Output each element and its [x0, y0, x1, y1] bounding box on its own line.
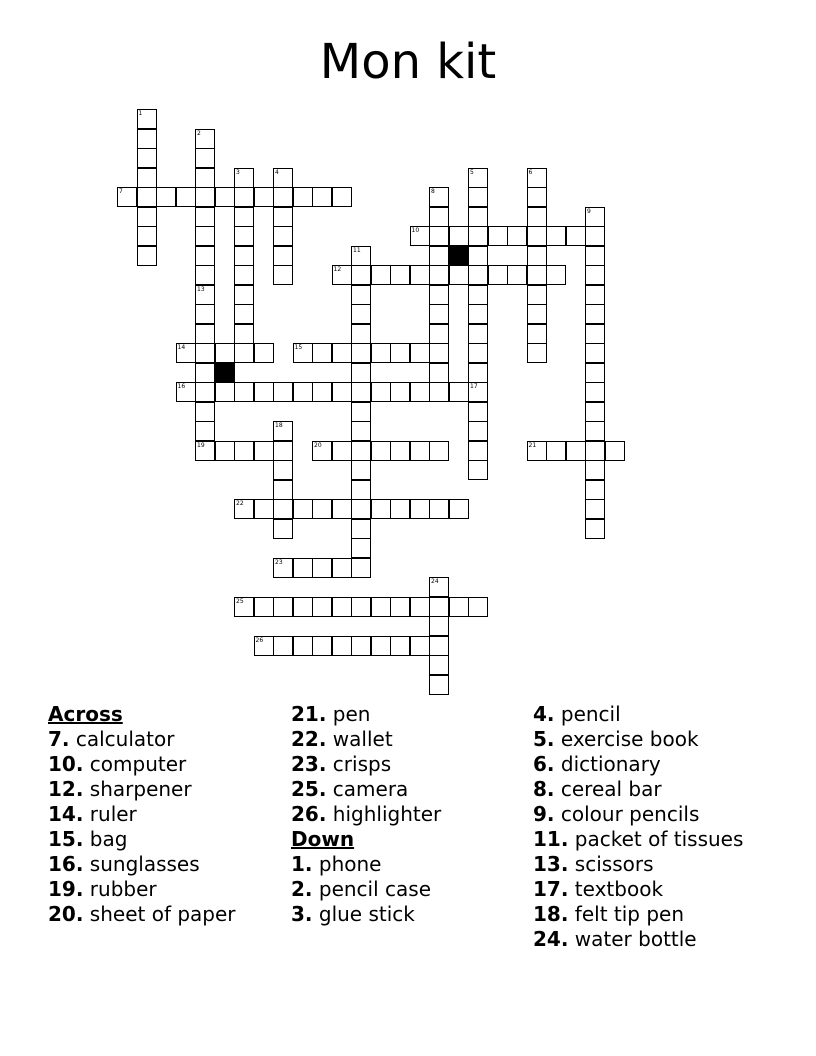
grid-cell[interactable] [234, 304, 254, 324]
grid-cell[interactable] [351, 304, 371, 324]
grid-cell[interactable] [429, 382, 449, 402]
grid-cell[interactable] [371, 382, 391, 402]
grid-cell[interactable] [429, 363, 449, 383]
grid-cell[interactable] [546, 226, 566, 246]
grid-cell[interactable] [507, 226, 527, 246]
grid-cell[interactable] [468, 207, 488, 227]
clue-across-22: 22. wallet [291, 727, 393, 751]
grid-cell[interactable] [410, 441, 430, 461]
cell-number: 5 [470, 168, 474, 176]
clue-across-25: 25. camera [291, 777, 409, 801]
grid-cell[interactable] [429, 675, 449, 695]
grid-cell[interactable] [254, 441, 274, 461]
grid-cell[interactable] [410, 343, 430, 363]
grid-cell[interactable] [468, 343, 488, 363]
grid-cell[interactable] [527, 343, 547, 363]
cell-number: 25 [236, 597, 244, 605]
grid-cell[interactable] [585, 480, 605, 500]
grid-cell[interactable] [195, 421, 215, 441]
grid-cell[interactable] [137, 148, 157, 168]
grid-cell[interactable] [273, 460, 293, 480]
grid-cell[interactable] [468, 187, 488, 207]
grid-cell[interactable] [254, 187, 274, 207]
cell-number: 12 [333, 266, 342, 273]
cell-number: 20 [314, 441, 322, 449]
grid-cell[interactable] [293, 558, 313, 578]
cell-number: 13 [197, 285, 205, 293]
clue-down-1: 1. phone [291, 852, 382, 876]
cell-number: 11 [353, 246, 361, 254]
grid-cell[interactable] [137, 226, 157, 246]
grid-cell[interactable] [195, 226, 215, 246]
grid-cell[interactable] [468, 597, 488, 617]
grid-cell[interactable] [585, 460, 605, 480]
clue-down-24: 24. water bottle [533, 927, 697, 951]
grid-cell[interactable] [566, 226, 586, 246]
grid-cell[interactable] [371, 265, 391, 285]
cell-number: 8 [431, 188, 435, 195]
grid-cell[interactable] [468, 460, 488, 480]
grid-cell[interactable] [527, 226, 547, 246]
grid-cell[interactable] [137, 168, 157, 188]
grid-cell[interactable] [449, 597, 469, 617]
grid-cell[interactable] [585, 324, 605, 344]
grid-cell[interactable] [585, 343, 605, 363]
grid-cell[interactable] [332, 558, 352, 578]
grid-cell[interactable] [468, 285, 488, 305]
clue-column-3 [533, 702, 743, 952]
grid-cell[interactable] [195, 363, 215, 383]
grid-cell[interactable] [468, 441, 488, 461]
clue-column-1 [48, 702, 236, 927]
grid-cell[interactable] [137, 246, 157, 266]
clue-down-18: 18. felt tip pen [533, 902, 685, 926]
cell-number: 14 [177, 344, 186, 351]
grid-cell[interactable] [351, 324, 371, 344]
grid-cell[interactable] [351, 265, 371, 285]
grid-cell[interactable] [195, 265, 215, 285]
grid-cell[interactable] [273, 597, 293, 617]
grid-cell[interactable] [390, 382, 410, 402]
cell-number: 16 [177, 383, 186, 390]
grid-cell[interactable] [605, 441, 625, 461]
grid-cell[interactable] [390, 265, 410, 285]
clue-column-2 [291, 702, 441, 927]
grid-cell[interactable] [293, 187, 313, 207]
grid-cell[interactable] [488, 226, 508, 246]
grid-cell[interactable] [429, 285, 449, 305]
cell-number: 18 [275, 422, 283, 429]
grid-cell[interactable] [195, 324, 215, 344]
clue-down-4: 4. pencil [533, 702, 621, 726]
grid-block [449, 246, 469, 266]
grid-cell[interactable] [351, 597, 371, 617]
grid-cell[interactable] [546, 441, 566, 461]
grid-cell[interactable] [507, 265, 527, 285]
grid-cell[interactable] [585, 285, 605, 305]
cell-number: 15 [294, 344, 303, 351]
grid-cell[interactable] [332, 499, 352, 519]
grid-cell[interactable] [195, 304, 215, 324]
grid-cell[interactable] [449, 499, 469, 519]
grid-cell[interactable] [254, 382, 274, 402]
grid-cell[interactable] [351, 363, 371, 383]
grid-cell[interactable] [254, 597, 274, 617]
grid-cell[interactable] [449, 382, 469, 402]
clue-down-17: 17. textbook [533, 877, 664, 901]
grid-cell[interactable] [273, 226, 293, 246]
cell-number: 26 [255, 636, 264, 644]
puzzle-title: Mon kit [319, 34, 497, 90]
grid-cell[interactable] [429, 616, 449, 636]
grid-cell[interactable] [351, 519, 371, 539]
grid-cell[interactable] [195, 187, 215, 207]
grid-cell[interactable] [488, 265, 508, 285]
across-heading: Across [48, 702, 123, 726]
grid-cell[interactable] [351, 441, 371, 461]
grid-cell[interactable] [468, 324, 488, 344]
grid-cell[interactable] [429, 207, 449, 227]
grid-cell[interactable] [176, 187, 196, 207]
clue-across-14: 14. ruler [48, 802, 137, 826]
grid-cell[interactable] [273, 187, 293, 207]
grid-cell[interactable] [195, 168, 215, 188]
cell-number: 10 [411, 227, 420, 234]
grid-cell[interactable] [371, 636, 391, 656]
grid-cell[interactable] [215, 187, 235, 207]
grid-cell[interactable] [312, 187, 332, 207]
grid-cell[interactable] [312, 343, 332, 363]
grid-cell[interactable] [137, 129, 157, 149]
grid-cell[interactable] [468, 246, 488, 266]
grid-cell[interactable] [429, 304, 449, 324]
grid-cell[interactable] [585, 304, 605, 324]
grid-cell[interactable] [137, 187, 157, 207]
grid-cell[interactable] [293, 382, 313, 402]
cell-number: 21 [528, 441, 537, 449]
cell-number: 19 [197, 441, 205, 449]
grid-cell[interactable] [468, 421, 488, 441]
grid-cell[interactable] [429, 246, 449, 266]
cell-number: 9 [587, 207, 591, 215]
grid-cell[interactable] [410, 382, 430, 402]
grid-cell[interactable] [312, 382, 332, 402]
grid-cell[interactable] [585, 499, 605, 519]
grid-cell[interactable] [351, 285, 371, 305]
grid-cell[interactable] [468, 402, 488, 422]
cell-number: 4 [275, 168, 279, 176]
grid-cell[interactable] [312, 558, 332, 578]
grid-cell[interactable] [234, 441, 254, 461]
grid-cell[interactable] [254, 343, 274, 363]
grid-cell[interactable] [273, 441, 293, 461]
cell-number: 2 [197, 129, 201, 137]
grid-cell[interactable] [234, 226, 254, 246]
grid-cell[interactable] [273, 265, 293, 285]
cell-number: 7 [119, 188, 123, 195]
grid-cell[interactable] [293, 597, 313, 617]
grid-cell[interactable] [585, 265, 605, 285]
grid-cell[interactable] [351, 402, 371, 422]
grid-cell[interactable] [234, 343, 254, 363]
grid-cell[interactable] [332, 382, 352, 402]
grid-cell[interactable] [195, 207, 215, 227]
clue-down-2: 2. pencil case [291, 877, 431, 901]
grid-cell[interactable] [390, 597, 410, 617]
grid-cell[interactable] [234, 246, 254, 266]
grid-cell[interactable] [371, 499, 391, 519]
grid-cell[interactable] [468, 363, 488, 383]
grid-cell[interactable] [429, 324, 449, 344]
grid-cell[interactable] [468, 304, 488, 324]
grid-cell[interactable] [468, 226, 488, 246]
grid-cell[interactable] [215, 382, 235, 402]
grid-cell[interactable] [566, 441, 586, 461]
grid-cell[interactable] [273, 382, 293, 402]
grid-cell[interactable] [527, 265, 547, 285]
grid-cell[interactable] [585, 226, 605, 246]
grid-cell[interactable] [351, 558, 371, 578]
cell-number: 24 [431, 578, 439, 585]
clue-across-7: 7. calculator [48, 727, 175, 751]
grid-cell[interactable] [234, 265, 254, 285]
grid-cell[interactable] [234, 382, 254, 402]
grid-cell[interactable] [527, 187, 547, 207]
cell-number: 17 [470, 383, 478, 390]
grid-cell[interactable] [390, 499, 410, 519]
grid-cell[interactable] [585, 402, 605, 422]
clue-across-15: 15. bag [48, 827, 128, 851]
clue-down-3: 3. glue stick [291, 902, 415, 926]
grid-cell[interactable] [332, 441, 352, 461]
clue-across-12: 12. sharpener [48, 777, 192, 801]
grid-cell[interactable] [429, 597, 449, 617]
grid-cell[interactable] [332, 597, 352, 617]
grid-cell[interactable] [332, 187, 352, 207]
grid-cell[interactable] [137, 207, 157, 227]
grid-cell[interactable] [429, 343, 449, 363]
grid-cell[interactable] [195, 382, 215, 402]
clue-across-19: 19. rubber [48, 877, 157, 901]
grid-cell[interactable] [527, 246, 547, 266]
grid-cell[interactable] [371, 343, 391, 363]
grid-cell[interactable] [429, 499, 449, 519]
grid-cell[interactable] [429, 441, 449, 461]
clue-down-13: 13. scissors [533, 852, 654, 876]
grid-block [215, 363, 235, 383]
grid-cell[interactable] [429, 655, 449, 675]
grid-cell[interactable] [527, 304, 547, 324]
grid-cell[interactable] [273, 207, 293, 227]
grid-cell[interactable] [195, 343, 215, 363]
grid-cell[interactable] [195, 246, 215, 266]
grid-cell[interactable] [273, 480, 293, 500]
cell-number: 23 [275, 558, 283, 566]
grid-cell[interactable] [351, 538, 371, 558]
grid-cell[interactable] [273, 636, 293, 656]
grid-cell[interactable] [468, 265, 488, 285]
grid-cell[interactable] [351, 382, 371, 402]
clue-down-9: 9. colour pencils [533, 802, 700, 826]
cell-number: 3 [236, 168, 240, 176]
clue-across-10: 10. computer [48, 752, 187, 776]
down-heading: Down [291, 827, 355, 851]
grid-cell[interactable] [527, 285, 547, 305]
grid-cell[interactable] [585, 441, 605, 461]
grid-cell[interactable] [156, 187, 176, 207]
grid-cell[interactable] [234, 187, 254, 207]
grid-cell[interactable] [195, 148, 215, 168]
grid-cell[interactable] [371, 597, 391, 617]
clue-down-11: 11. packet of tissues [533, 827, 744, 851]
grid-cell[interactable] [351, 460, 371, 480]
clue-across-20: 20. sheet of paper [48, 902, 236, 926]
grid-cell[interactable] [273, 499, 293, 519]
grid-cell[interactable] [429, 636, 449, 656]
grid-cell[interactable] [312, 636, 332, 656]
grid-cell[interactable] [273, 246, 293, 266]
clue-across-23: 23. crisps [291, 752, 392, 776]
grid-cell[interactable] [585, 363, 605, 383]
grid-cell[interactable] [429, 226, 449, 246]
grid-cell[interactable] [410, 499, 430, 519]
grid-cell[interactable] [351, 421, 371, 441]
grid-cell[interactable] [351, 343, 371, 363]
grid-cell[interactable] [234, 285, 254, 305]
grid-cell[interactable] [410, 597, 430, 617]
grid-cell[interactable] [371, 441, 391, 461]
clue-across-26: 26. highlighter [291, 802, 442, 826]
clue-down-6: 6. dictionary [533, 752, 661, 776]
grid-cell[interactable] [390, 636, 410, 656]
grid-cell[interactable] [527, 207, 547, 227]
grid-cell[interactable] [585, 382, 605, 402]
clue-down-8: 8. cereal bar [533, 777, 662, 801]
grid-cell[interactable] [332, 343, 352, 363]
grid-cell[interactable] [527, 324, 547, 344]
grid-cell[interactable] [585, 246, 605, 266]
grid-cell[interactable] [410, 636, 430, 656]
grid-cell[interactable] [293, 636, 313, 656]
grid-cell[interactable] [312, 597, 332, 617]
grid-cell[interactable] [312, 499, 332, 519]
grid-cell[interactable] [273, 519, 293, 539]
grid-cell[interactable] [449, 265, 469, 285]
grid-cell[interactable] [585, 421, 605, 441]
cell-number: 1 [138, 110, 143, 117]
grid-cell[interactable] [254, 499, 274, 519]
clue-down-5: 5. exercise book [533, 727, 699, 751]
grid-cell[interactable] [195, 402, 215, 422]
grid-cell[interactable] [410, 265, 430, 285]
grid-cell[interactable] [234, 324, 254, 344]
grid-cell[interactable] [585, 519, 605, 539]
grid-cell[interactable] [390, 441, 410, 461]
cell-number: 6 [528, 168, 533, 176]
grid-cell[interactable] [546, 265, 566, 285]
cell-number: 22 [236, 500, 244, 507]
grid-cell[interactable] [351, 636, 371, 656]
grid-cell[interactable] [215, 441, 235, 461]
clue-across-16: 16. sunglasses [48, 852, 200, 876]
grid-cell[interactable] [332, 636, 352, 656]
grid-cell[interactable] [351, 499, 371, 519]
grid-cell[interactable] [351, 480, 371, 500]
grid-cell[interactable] [215, 343, 235, 363]
grid-cell[interactable] [429, 265, 449, 285]
grid-cell[interactable] [390, 343, 410, 363]
grid-cell[interactable] [449, 226, 469, 246]
grid-cell[interactable] [234, 207, 254, 227]
grid-cell[interactable] [293, 499, 313, 519]
clue-across-21: 21. pen [291, 702, 371, 726]
